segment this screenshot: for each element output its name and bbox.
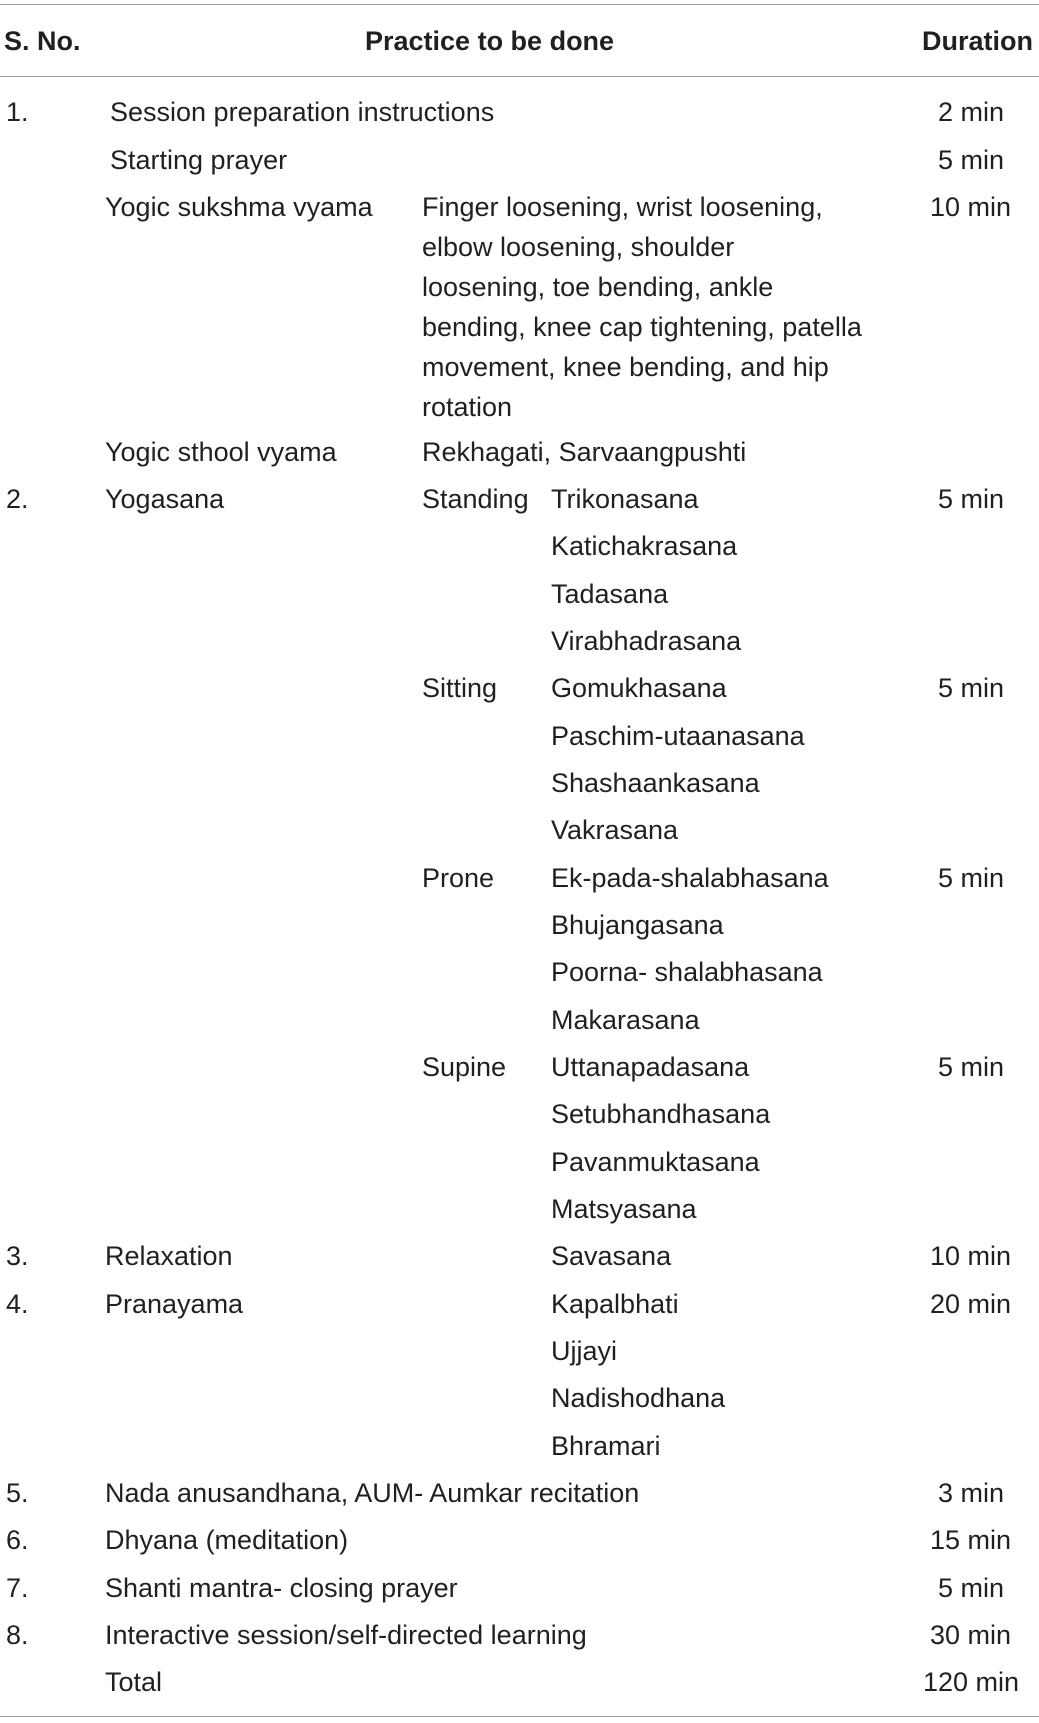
row-10-duration: 5 min [938, 1573, 1005, 1603]
header-rule [0, 76, 1039, 77]
prone-label: Prone [422, 863, 495, 893]
row-3-duration: 10 min [930, 192, 1012, 222]
row-11-sno: 8. [6, 1620, 29, 1650]
row-9-practice: Dhyana (meditation) [105, 1525, 349, 1555]
standing-label: Standing [422, 484, 529, 514]
row-5-practice: Yogasana [105, 484, 225, 514]
supine-duration: 5 min [938, 1052, 1005, 1082]
total-label: Total [105, 1667, 163, 1697]
header-practice: Practice to be done [365, 26, 615, 56]
pranayama-item: Ujjayi [551, 1336, 618, 1366]
row-10-sno: 7. [6, 1573, 29, 1603]
asana-item: Katichakrasana [551, 531, 738, 561]
row-2-duration: 5 min [938, 145, 1005, 175]
row-10-practice: Shanti mantra- closing prayer [105, 1573, 458, 1603]
row-4-detail: Rekhagati, Sarvaangpushti [422, 437, 747, 467]
row-2-practice: Starting prayer [110, 145, 288, 175]
asana-item: Gomukhasana [551, 673, 727, 703]
asana-item: Pavanmuktasana [551, 1147, 760, 1177]
header-sno: S. No. [4, 26, 81, 56]
row-11-duration: 30 min [930, 1620, 1012, 1650]
asana-item: Ek-pada-shalabhasana [551, 863, 829, 893]
standing-duration: 5 min [938, 484, 1005, 514]
pranayama-item: Bhramari [551, 1431, 661, 1461]
header-duration: Duration [922, 26, 1033, 56]
asana-item: Matsyasana [551, 1194, 697, 1224]
asana-item: Tadasana [551, 579, 669, 609]
bottom-rule [0, 1716, 1039, 1717]
asana-item: Setubhandhasana [551, 1099, 771, 1129]
prone-duration: 5 min [938, 863, 1005, 893]
row-8-sno: 5. [6, 1478, 29, 1508]
row-6-duration: 10 min [930, 1241, 1012, 1271]
sitting-duration: 5 min [938, 673, 1005, 703]
asana-item: Paschim-utaanasana [551, 721, 805, 751]
row-6-asana: Savasana [551, 1241, 672, 1271]
row-7-sno: 4. [6, 1289, 29, 1319]
row-6-practice: Relaxation [105, 1241, 233, 1271]
sitting-label: Sitting [422, 673, 498, 703]
row-5-sno: 2. [6, 484, 29, 514]
asana-item: Vakrasana [551, 815, 679, 845]
asana-item: Poorna- shalabhasana [551, 957, 823, 987]
asana-item: Makarasana [551, 1005, 700, 1035]
row-8-practice: Nada anusandhana, AUM- Aumkar recitation [105, 1478, 640, 1508]
pranayama-item: Nadishodhana [551, 1383, 726, 1413]
row-9-duration: 15 min [930, 1525, 1012, 1555]
pranayama-item: Kapalbhati [551, 1289, 679, 1319]
supine-label: Supine [422, 1052, 507, 1082]
total-duration: 120 min [923, 1667, 1020, 1697]
asana-item: Bhujangasana [551, 910, 724, 940]
row-8-duration: 3 min [938, 1478, 1005, 1508]
asana-item: Shashaankasana [551, 768, 760, 798]
row-3-detail: Finger loosening, wrist loosening, elbow loosening, shoulder loosening, toe bending, ankle bending, knee cap tightening, patella movement, knee bending, and hip rotation [422, 192, 862, 422]
row-1-practice: Session preparation instructions [110, 97, 495, 127]
asana-item: Trikonasana [551, 484, 699, 514]
row-7-practice: Pranayama [105, 1289, 244, 1319]
asana-item: Virabhadrasana [551, 626, 742, 656]
row-3-practice: Yogic sukshma vyama [105, 192, 373, 222]
row-1-sno: 1. [6, 97, 29, 127]
row-11-practice: Interactive session/self-directed learning [105, 1620, 587, 1650]
row-4-practice: Yogic sthool vyama [105, 437, 337, 467]
top-rule [0, 4, 1039, 5]
row-9-sno: 6. [6, 1525, 29, 1555]
asana-item: Uttanapadasana [551, 1052, 750, 1082]
row-1-duration: 2 min [938, 97, 1005, 127]
row-6-sno: 3. [6, 1241, 29, 1271]
row-7-duration: 20 min [930, 1289, 1012, 1319]
